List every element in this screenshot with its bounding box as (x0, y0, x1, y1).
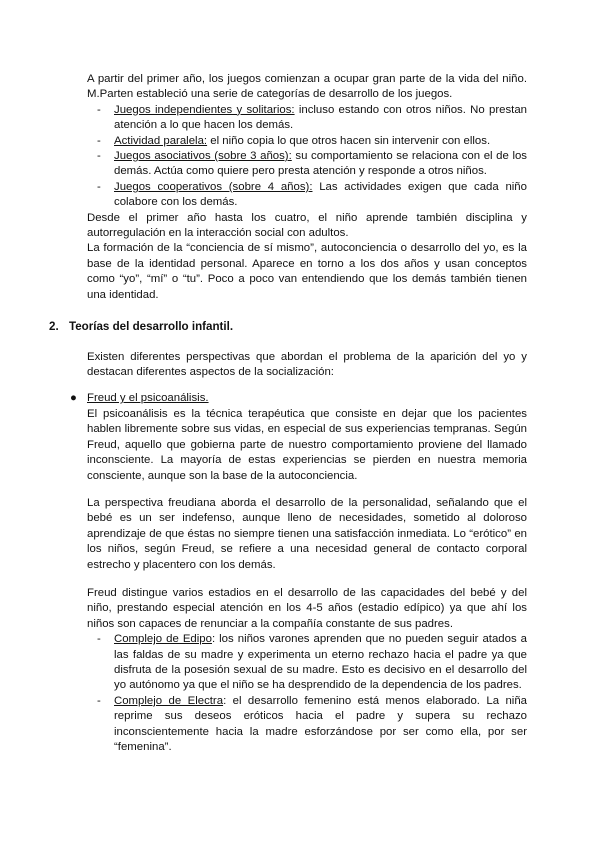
list-item-term: Juegos cooperativos (sobre 4 años): (114, 180, 313, 193)
list-item: - Juegos cooperativos (sobre 4 años): Las actividades exigen que cada niño colabore con los demás. (97, 180, 527, 209)
list-item: - Complejo de Edipo: los niños varones aprenden que no pueden seguir atados a las faldas de su madre y experimenta un eterno rechazo hacia el padre ya que disfruta de la posesión sexual de su madre. Esto es decisivo en el desarrollo del yo autónomo ya que el niño se ha desprendido de la dependencia de los padres. (97, 633, 528, 692)
section-title: Teorías del desarrollo infantil. (69, 320, 234, 333)
list-item-term: Complejo de Edipo (114, 633, 212, 646)
list-item: - Juegos asociativos (sobre 3 años): su comportamiento se relaciona con el de los demás. Actúa como quiere pero presta atención y responde a otros niños. (97, 150, 527, 178)
list-item-term: Actividad paralela: (114, 134, 208, 147)
freud-title: Freud y el psicoanálisis. (87, 392, 209, 404)
list-item: - Complejo de Electra: el desarrollo femenino está menos elaborado. La niña reprime sus deseos eróticos hacia el padre y supera su rechazo inconscientemente hacia la madre esforzándose por ser como ella, por ser “femenina”. (97, 694, 527, 754)
list-item-text: incluso estando con otros niños. No prestan atención a lo que hacen los demás. (114, 103, 527, 132)
list-item-text: el niño copia lo que otros hacen sin intervenir con ellos. (207, 134, 491, 147)
game-categories-list (87, 103, 527, 211)
intro-paragraph-2: Desde el primer año hasta los cuatro, el niño aprende también disciplina y autorregulación en la interacción social con adultos. (87, 211, 527, 240)
freud-paragraph-2-text: La perspectiva freudiana aborda el desarrollo de la personalidad, señalando que el bebé es un ser indefenso, aunque lleno de necesidades, sometido al doloroso aprendizaje de que éstas no siempre tienen una satisfacción inmediata. Lo “erótico” en los niños, según Freud, se refiere a una necesidad general de contacto corporal estrecho y placentero con los demás. (87, 497, 527, 571)
freud-bullet (70, 392, 209, 404)
freud-paragraph-1 (87, 407, 527, 484)
complejos-list (87, 632, 527, 755)
intro-block (87, 72, 527, 303)
list-item: - Juegos independientes y solitarios: incluso estando con otros niños. No prestan atención a lo que hacen los demás. (97, 103, 527, 132)
list-item-text: : los niños varones aprenden que no pueden seguir atados a las faldas de su madre y experimenta un eterno rechazo hacia el padre ya que disfruta de la posesión sexual de su madre. Esto es decisivo en el desarrollo del yo autónomo ya que el niño se ha desprendido de la dependencia de los padres. (114, 633, 528, 692)
list-item: - Actividad paralela: el niño copia lo que otros hacen sin intervenir con ellos. (97, 134, 491, 147)
list-item-text: : el desarrollo femenino está menos elaborado. La niña reprime sus deseos eróticos hacia el padre y supera su rechazo inconscientemente hacia la madre esforzándose por ser como ella, por ser “femenina”. (114, 694, 527, 754)
list-item-term: Complejo de Electra (114, 694, 224, 707)
section-heading (49, 320, 233, 333)
freud-paragraph-3 (87, 586, 527, 755)
list-item-term: Juegos asociativos (sobre 3 años): (114, 150, 292, 163)
intro-paragraph-1: A partir del primer año, los juegos comienzan a ocupar gran parte de la vida del niño. M.Parten estableció una serie de categorías de desarrollo de los juegos. (87, 73, 527, 101)
freud-paragraph-1-text: El psicoanálisis es la técnica terapéutica que consiste en dejar que los pacientes hablen libremente sobre sus vidas, en especial de sus experiencias tempranas. Según Freud, aquello que gobierna parte de nuestro comportamiento proviene del llamado inconsciente. La mayoría de estas experiencias se pierden en nuestra memoria consciente, aunque son la base de la autoconciencia. (87, 408, 527, 482)
list-item-term: Juegos independientes y solitarios: (114, 103, 295, 116)
freud-paragraph-2 (87, 496, 527, 573)
section-intro-text: Existen diferentes perspectivas que abordan el problema de la aparición del yo y destacan diferentes aspectos de la socialización: (87, 351, 527, 379)
freud-paragraph-3-text: Freud distingue varios estadios en el desarrollo de las capacidades del bebé y del niño, prestando especial atención en los 4-5 años (estadio edípico) ya que ahí los niños son capaces de renunciar a la compañía constante de sus padres. (87, 587, 527, 630)
section-intro (87, 350, 527, 381)
list-item-text: Las actividades exigen que cada niño colabore con los demás. (114, 180, 527, 209)
section-number: 2. (49, 320, 59, 333)
intro-paragraph-3: La formación de la “conciencia de sí mismo”, autoconciencia o desarrollo del yo, es la base de la identidad personal. Aparece en torno a los dos años y usan conceptos como “yo”, “mí” o “tu”. Poco a poco van entendiendo que los demás también tienen una identidad. (87, 242, 527, 301)
bullet-icon: ● (70, 392, 77, 404)
list-item-text: su comportamiento se relaciona con el de los demás. Actúa como quiere pero presta atención y responde a otros niños. (114, 150, 527, 178)
